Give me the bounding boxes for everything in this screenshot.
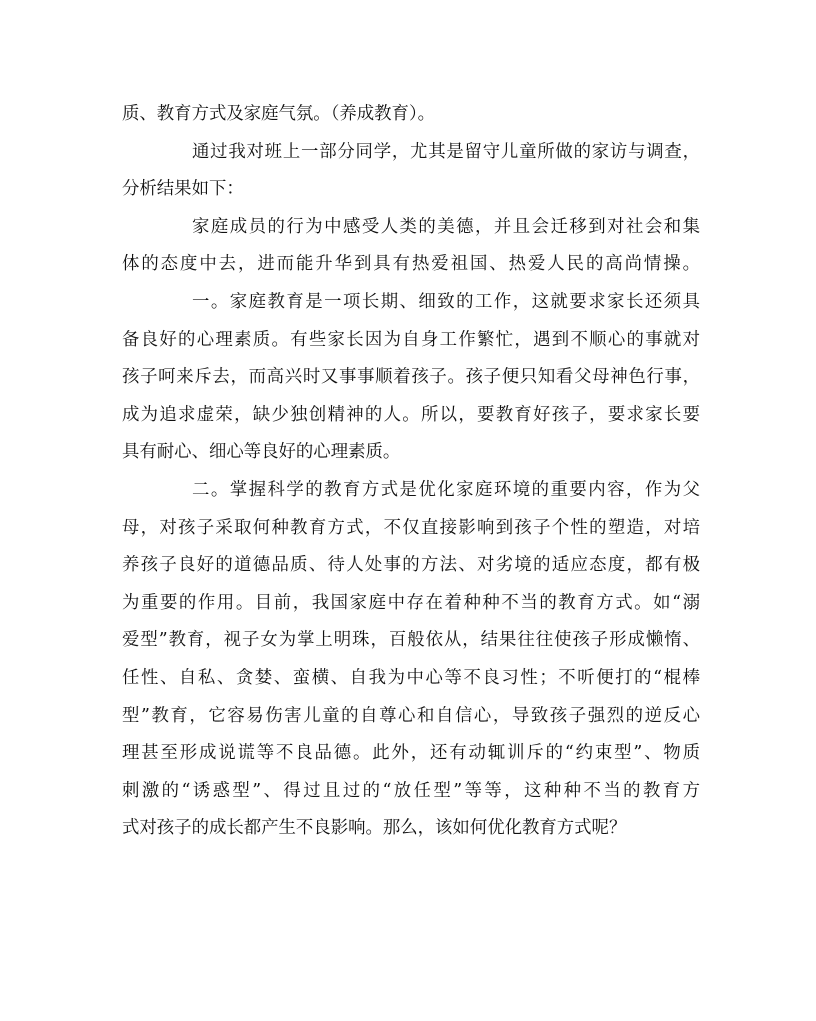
text-line: 成为追求虚荣，缺少独创精神的人。所以，要教育好孩子，要求家长要 (122, 404, 700, 425)
document-body (122, 96, 700, 848)
text-line: 理甚至形成说谎等不良品德。此外，还有动辄训斥的“约束型”、物质 (122, 743, 700, 764)
text-line: 二。掌握科学的教育方式是优化家庭环境的重要内容，作为父 (192, 479, 700, 500)
text-line: 孩子呵来斥去，而高兴时又事事顺着孩子。孩子便只知看父母神色行事， (122, 367, 700, 388)
text-line: 通过我对班上一部分同学，尤其是留守儿童所做的家访与调查， (192, 141, 700, 162)
text-line: 具有耐心、细心等良好的心理素质。 (122, 442, 401, 463)
text-line: 一。家庭教育是一项长期、细致的工作，这就要求家长还须具 (192, 291, 700, 312)
text-line: 为重要的作用。目前，我国家庭中存在着种种不当的教育方式。如“溺 (122, 592, 700, 613)
text-line: 刺激的“诱惑型”、得过且过的“放任型”等等，这种种不当的教育方 (122, 780, 700, 801)
text-line: 任性、自私、贪婪、蛮横、自我为中心等不良习性；不听便打的“棍棒 (122, 667, 700, 688)
text-line: 家庭成员的行为中感受人类的美德，并且会迁移到对社会和集 (192, 216, 700, 237)
text-line: 养孩子良好的道德品质、待人处事的方法、对劣境的适应态度，都有极 (122, 555, 700, 576)
text-line: 质、教育方式及家庭气氛。（养成教育）。 (122, 104, 436, 124)
text-line: 体的态度中去，进而能升华到具有热爱祖国、热爱人民的高尚情操。 (122, 254, 700, 275)
text-line: 型”教育，它容易伤害儿童的自尊心和自信心，导致孩子强烈的逆反心 (122, 705, 700, 726)
text-line: 爱型”教育，视子女为掌上明珠，百般依从，结果往往使孩子形成懒惰、 (122, 630, 700, 651)
text-line: 备良好的心理素质。有些家长因为自身工作繁忙，遇到不顺心的事就对 (122, 329, 700, 350)
text-line: 母，对孩子采取何种教育方式，不仅直接影响到孩子个性的塑造，对培 (122, 517, 700, 538)
text-line: 式对孩子的成长都产生不良影响。那么，该如何优化教育方式呢？ (122, 818, 627, 839)
text-line: 分析结果如下： (122, 179, 244, 200)
